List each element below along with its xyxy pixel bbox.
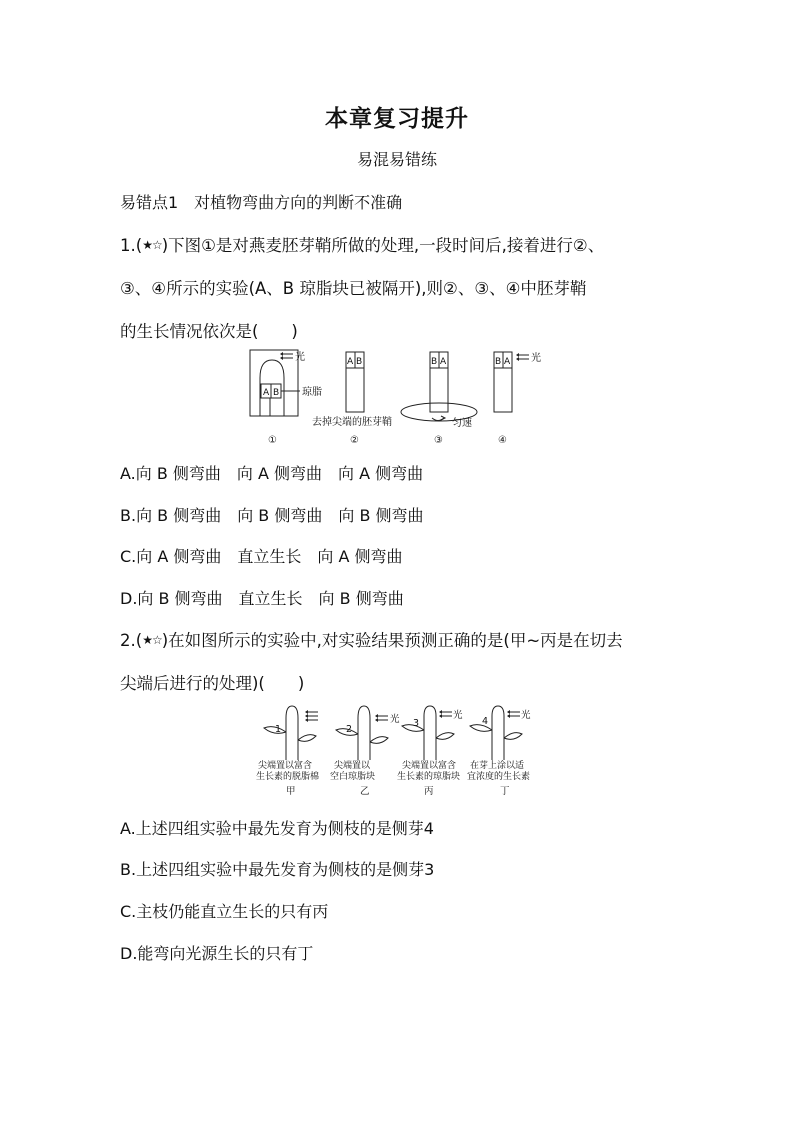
q2-stem-line1 xyxy=(120,627,623,651)
q2-option-c[interactable]: C.主枝仍能直立生长的只有丙 xyxy=(120,902,329,921)
q2-caption1-line2: 生长素的脱脂棉 xyxy=(256,772,320,782)
q2-caption4-line2: 宜浓度的生长素 xyxy=(467,772,531,782)
q1-option-d[interactable]: D.向 B 侧弯曲 直立生长 向 B 侧弯曲 xyxy=(120,589,404,608)
q1-fig1-number: ① xyxy=(268,435,277,446)
difficulty-stars-icon: ★☆ xyxy=(142,633,162,647)
q1-option-b[interactable]: B.向 B 侧弯曲 向 B 侧弯曲 向 B 侧弯曲 xyxy=(120,506,424,525)
q2-figure xyxy=(254,702,544,798)
q2-caption3-line2: 生长素的琼脂块 xyxy=(397,772,461,782)
q2-stem-text1: )在如图所示的实验中,对实验结果预测正确的是(甲~丙是在切去 xyxy=(161,631,623,650)
page-subtitle: 易混易错练 xyxy=(356,150,437,169)
q1-fig4-number: ④ xyxy=(498,435,507,446)
q2-caption3-line1: 尖端置以富含 xyxy=(402,761,457,771)
q2-number: 2.( xyxy=(120,631,143,650)
q1-fig2-caption: 去掉尖端的胚芽鞘 xyxy=(312,417,392,428)
q1-fig1-b-label: B xyxy=(273,388,280,398)
q1-fig2-a-label: A xyxy=(347,357,354,367)
q2-plant1-stem xyxy=(286,706,298,760)
q1-stem-text1: )下图①是对燕麦胚芽鞘所做的处理,一段时间后,接着进行②、 xyxy=(161,236,605,255)
q2-option-a[interactable]: A.上述四组实验中最先发育为侧枝的是侧芽4 xyxy=(120,819,434,838)
q1-number: 1.( xyxy=(120,236,143,255)
q1-fig2-number: ② xyxy=(350,435,359,446)
q1-stem-line3: 的生长情况依次是( ) xyxy=(120,322,298,341)
page-title: 本章复习提升 xyxy=(325,106,469,132)
q2-plant2-stem xyxy=(358,706,370,760)
q2-group-bing: 丙 xyxy=(424,786,434,797)
q1-fig3-b-label: B xyxy=(431,357,438,367)
q2-caption2-line1: 尖端置以 xyxy=(334,761,371,771)
q1-fig1-agar-label: 琼脂 xyxy=(302,387,322,398)
q1-fig4-light-label: 光 xyxy=(531,353,541,364)
q1-figure xyxy=(244,346,554,448)
q2-bud-1: 1 xyxy=(275,724,282,735)
q2-option-d[interactable]: D.能弯向光源生长的只有丁 xyxy=(120,944,314,963)
q1-fig3-caption: 匀速 xyxy=(452,418,472,429)
q2-option-b[interactable]: B.上述四组实验中最先发育为侧枝的是侧芽3 xyxy=(120,860,435,879)
q2-stem-line2: 尖端后进行的处理)( ) xyxy=(120,674,305,693)
q2-plant3-light-label: 光 xyxy=(453,710,463,721)
q2-group-yi: 乙 xyxy=(360,786,370,797)
q1-fig3-a-label: A xyxy=(440,357,447,367)
q1-fig4-a-label: A xyxy=(504,357,511,367)
q1-fig2-b-label: B xyxy=(356,357,363,367)
difficulty-stars-icon: ★☆ xyxy=(142,238,162,252)
q2-plant2-light-label: 光 xyxy=(390,714,400,725)
q1-option-a[interactable]: A.向 B 侧弯曲 向 A 侧弯曲 向 A 侧弯曲 xyxy=(120,464,424,483)
q2-group-jia: 甲 xyxy=(286,786,296,797)
q2-plant4-stem xyxy=(492,706,504,760)
q1-fig3-number: ③ xyxy=(434,435,443,446)
q1-option-c[interactable]: C.向 A 侧弯曲 直立生长 向 A 侧弯曲 xyxy=(120,547,403,566)
q2-caption2-line2: 空白琼脂块 xyxy=(330,772,376,782)
q2-plant4-light-label: 光 xyxy=(521,710,531,721)
q1-fig1-a-label: A xyxy=(263,388,270,398)
q2-group-ding: 丁 xyxy=(500,786,510,797)
q2-caption1-line1: 尖端置以富含 xyxy=(258,761,313,771)
section-heading: 易错点1 对植物弯曲方向的判断不准确 xyxy=(120,193,403,212)
q1-stem-line2: ③、④所示的实验(A、B 琼脂块已被隔开),则②、③、④中胚芽鞘 xyxy=(120,279,587,298)
q2-bud-2: 2 xyxy=(346,724,353,735)
q2-caption4-line1: 在芽上涂以适 xyxy=(470,761,525,771)
q2-bud-3: 3 xyxy=(413,718,420,729)
q2-bud-4: 4 xyxy=(482,716,489,727)
q1-stem-line1 xyxy=(120,232,604,256)
q1-fig1-light-label: 光 xyxy=(295,352,305,363)
q2-plant3-stem xyxy=(424,706,436,760)
q1-fig4-b-label: B xyxy=(495,357,502,367)
